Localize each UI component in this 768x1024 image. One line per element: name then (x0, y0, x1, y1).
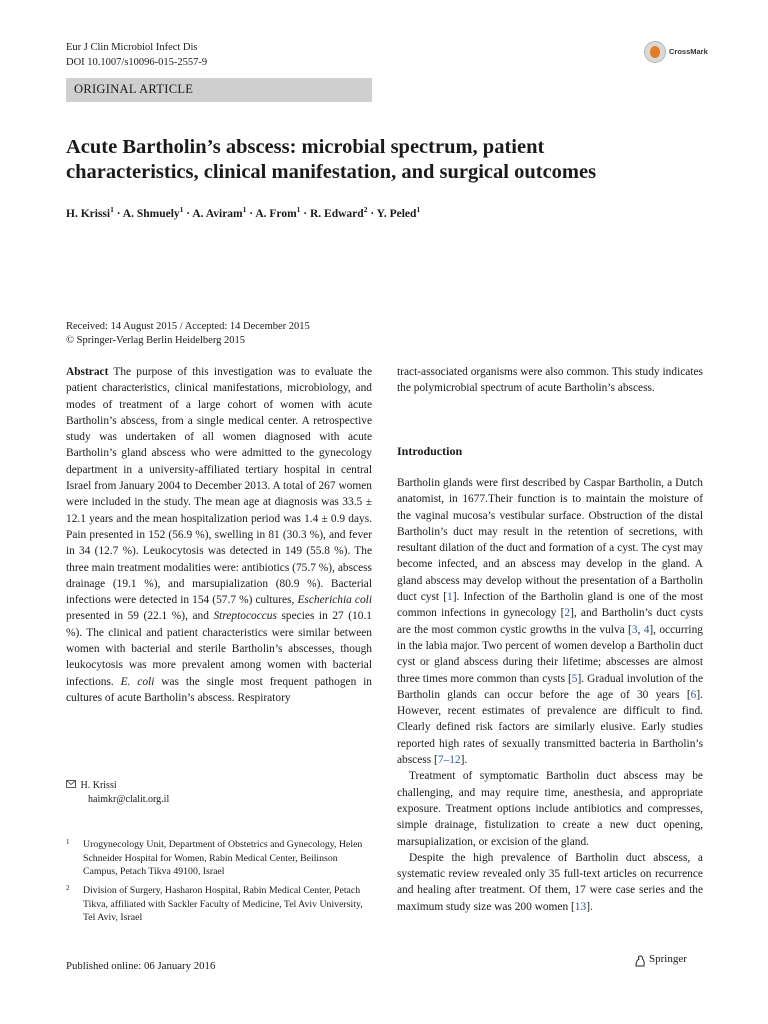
citation-link[interactable]: 7–12 (437, 754, 461, 767)
affiliation-text: Division of Surgery, Hasharon Hospital, Rabin Medical Center, Petach Tikva, affiliated with Sackler Faculty of Medicine, Tel Aviv University, Tel Aviv, Israel (83, 885, 363, 923)
publisher-logo[interactable] (634, 952, 714, 968)
doi[interactable]: DOI 10.1007/s10096-015-2557-9 (66, 57, 208, 68)
citation-link[interactable]: 2 (564, 607, 571, 620)
abstract (66, 364, 372, 706)
author[interactable]: A. From (255, 207, 297, 220)
article-type: ORIGINAL ARTICLE (74, 82, 194, 96)
author-separator: · (300, 207, 310, 220)
published-date: Published online: 06 January 2016 (66, 960, 216, 972)
article-type-banner (66, 78, 372, 102)
body-paragraph: Treatment of symptomatic Bartholin duct abscess may be challenging, and may require time, anesthesia, and appropriate exposure. Treatment options include antibiotics and compresses, simple drainage, fistulization to create a new duct opening, marsupialization, or excision of the gland. (397, 770, 703, 848)
abstract-text: The purpose of this investigation was to evaluate the patient characteristics, clinical manifestations, microbiology, and modes of treatment of a large cohort of women with acute Bartholin’s abscess, from a single medical center. A retrospective study was undertaken of all women diagnosed with acute Bartholin’s gland abscess who were admitted to the gynecology department in a university-affiliated tertiary hospital in central Israel from January 2004 to December 2013. A total of 267 women were included in the study. The mean age at diagnosis was 33.5 ± 12.1 years and the mean hospitalization period was 1.4 ± 0.9 days. Pain presented in 152 (56.9 %), swelling in 81 (30.3 %), and fever in 34 (12.7 %). Leukocytosis was detected in 149 (55.8 %). The three main treatment modalities were: antibiotics (75.7 %), abscess drainage (19.1 %), and marsupialization (80.9 %). Bacterial infections were detected in 154 (57.7 %) cultures, (66, 366, 372, 607)
author-separator: · (367, 207, 377, 220)
crossmark-icon (644, 41, 666, 63)
body-text: ]. Infection of the Bartholin gland is one of the most common infections in gynecology [ (397, 591, 703, 620)
body-text: ]. (460, 754, 468, 767)
author-list (66, 205, 420, 220)
affiliation-number: 2 (66, 884, 70, 892)
introduction-body (397, 475, 703, 915)
contact-email[interactable]: haimkr@clalit.org.il (88, 794, 170, 805)
article-title (66, 135, 706, 185)
copyright: © Springer-Verlag Berlin Heidelberg 2015 (66, 335, 246, 346)
author[interactable]: A. Aviram (192, 207, 243, 220)
organism-name: E. coli (120, 675, 155, 688)
abstract-text: was the single most frequent pathogen in cultures of acute Bartholin’s abscess. Respiratory (66, 675, 372, 704)
journal-name: Eur J Clin Microbiol Infect Dis (66, 42, 198, 53)
citation-link[interactable]: 5 (571, 672, 578, 685)
author-separator: · (183, 207, 193, 220)
abstract-label: Abstract (66, 366, 109, 378)
abstract-text: tract-associated organisms were also common. This study indicates the polymicrobial spectrum of acute Bartholin’s abscess. (397, 366, 703, 395)
organism-name: Streptococcus (213, 610, 277, 623)
abstract-continuation (397, 364, 703, 397)
body-text: ]. Gradual involution of the Bartholin glands can occur before the age of 30 years [ (397, 672, 703, 701)
abstract-text: presented in 59 (22.1 %), and (66, 610, 214, 623)
author[interactable]: A. Shmuely (122, 207, 180, 220)
citation-link[interactable]: 6 (690, 688, 697, 701)
author-separator: · (113, 207, 123, 220)
author-affiliation-mark: 1 (242, 205, 247, 214)
title-line-2: characteristics, clinical manifestation, and surgical outcomes (66, 161, 597, 183)
body-paragraph (397, 475, 703, 768)
affiliation-text: Urogynecology Unit, Department of Obstetrics and Gynecology, Helen Schneider Hospital for Women, Rabin Medical Center, Beilinson Campus, Petach Tikva 49100, Israel (83, 839, 363, 877)
body-text: Despite the high prevalence of Bartholin duct abscess, a systematic review revealed only 35 full-text articles on recurrence and healing after treatment. Of them, 17 were case series and the maximum study size was 200 women [ (397, 851, 703, 913)
title-line-1: Acute Bartholin’s abscess: microbial spectrum, patient (66, 136, 545, 158)
body-text: ]. However, recent estimates of prevalence are difficult to find. Clearly defined risk factors are similarly elusive. Early studies reported high rates of sexually transmitted bacteria in Bartholin’s abscess [ (397, 688, 703, 767)
author[interactable]: H. Krissi (66, 207, 111, 220)
publisher-name: Springer (649, 953, 687, 965)
section-heading-introduction: Introduction (397, 444, 463, 458)
received-accepted: Received: 14 August 2015 / Accepted: 14 December 2015 (66, 321, 310, 332)
crossmark-label: CrossMark (669, 47, 708, 56)
envelope-icon (66, 779, 78, 793)
abstract-text: species in 27 (10.1 %). The clinical and patient characteristics were similar between women with bacterial and sterile Bartholin’s abscesses, though leukocytosis was more prevalent among women with bacterial infections. (66, 610, 372, 688)
author-affiliation-mark: 1 (296, 205, 301, 214)
author[interactable]: R. Edward (310, 207, 364, 220)
citation-link[interactable]: 13 (574, 900, 587, 913)
citation-link[interactable]: 3 (631, 623, 638, 636)
springer-horse-icon (634, 954, 646, 966)
affiliation-number: 1 (66, 838, 70, 846)
author[interactable]: Y. Peled (376, 207, 417, 220)
citation-link[interactable]: 4 (643, 623, 650, 636)
author-affiliation-mark: 1 (179, 205, 184, 214)
body-text: ]. (586, 900, 593, 913)
organism-name: Escherichia coli (297, 594, 372, 607)
corresponding-author (66, 779, 169, 807)
abstract-paragraph (66, 364, 372, 706)
author-separator: · (246, 207, 256, 220)
author-affiliation-mark: 2 (363, 205, 368, 214)
crossmark-badge[interactable] (644, 41, 724, 67)
contact-name: H. Krissi (80, 780, 117, 791)
author-affiliation-mark: 1 (110, 205, 114, 214)
author-affiliation-mark: 1 (416, 205, 421, 214)
body-text: Bartholin glands were first described by Caspar Bartholin, a Dutch anatomist, in 1677.Their function is to maintain the moisture of the vaginal mucosa’s vestibular surface. Obstruction of the distal Bartholin’s duct may result in the retention of secretions, with resultant dilation of the duct and formation of a cyst. The cyst may become infected, and an abscess may develop in the gland. A gland abscess may develop without the presentation of a Bartholin duct cyst [ (397, 477, 703, 604)
body-paragraph (397, 850, 703, 915)
body-text: ], occurring in the labia major. Two percent of women develop a Bartholin duct cyst or gland abscess during their lifetime; abscesses are almost three times more common than cysts [ (397, 623, 703, 685)
dates-block (66, 320, 310, 348)
body-text: , (637, 623, 644, 636)
citation-link[interactable]: 1 (447, 591, 453, 604)
body-text: ], and Bartholin’s duct cysts are the most common cystic growths in the vulva [ (397, 607, 704, 636)
